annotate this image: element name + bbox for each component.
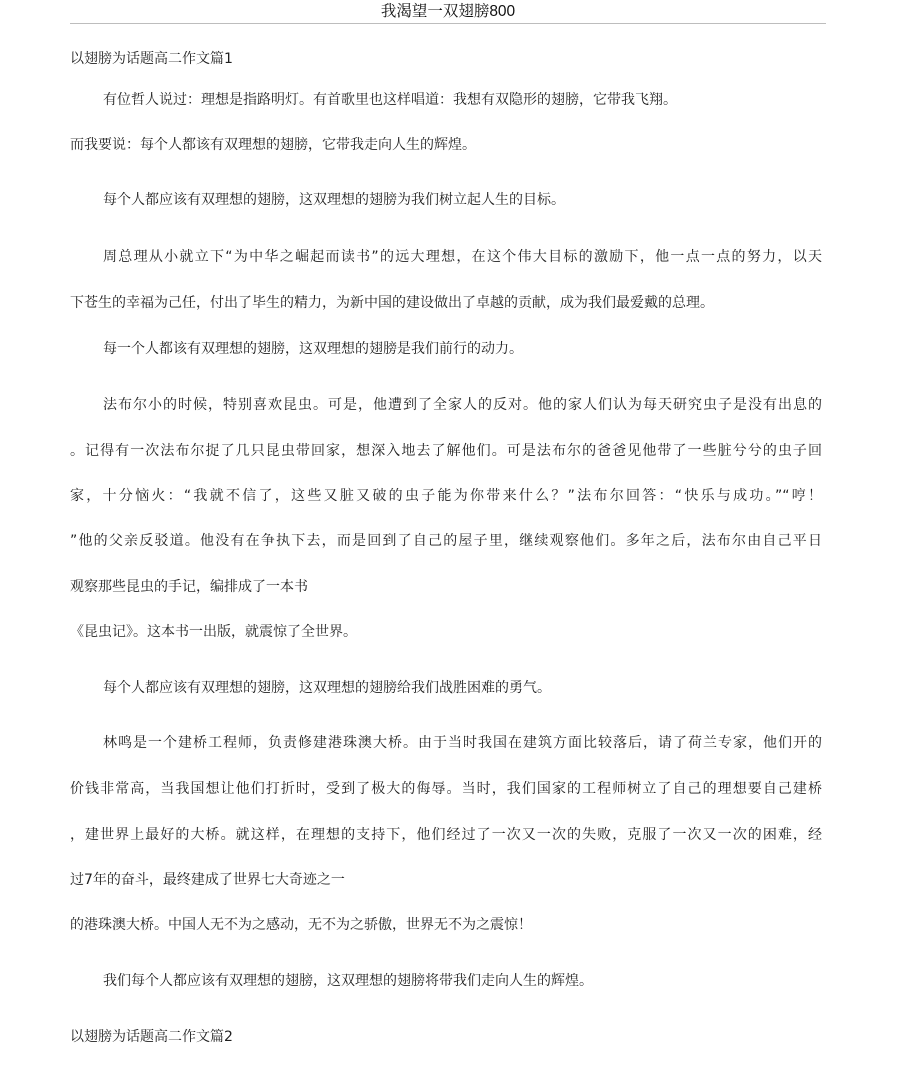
paragraph-line: 。记得有一次法布尔捉了几只昆虫带回家，想深入地去了解他们。可是法布尔的爸爸见他带了一些脏兮兮的虫子回 [70,443,822,459]
paragraph-line: 《昆虫记》。这本书一出版，就震惊了全世界。 [70,624,357,640]
paragraph-line: 过7年的奋斗，最终建成了世界七大奇迹之一 [70,872,345,888]
paragraph-line: 每一个人都该有双理想的翅膀，这双理想的翅膀是我们前行的动力。 [103,341,523,357]
paragraph-line: ”他的父亲反驳道。他没有在争执下去，而是回到了自己的屋子里，继续观察他们。多年之后，法布尔由自己平日 [70,533,822,549]
paragraph-line: 林鸣是一个建桥工程师，负责修建港珠澳大桥。由于当时我国在建筑方面比较落后，请了荷兰专家，他们开的 [103,735,822,751]
paragraph-line: 每个人都应该有双理想的翅膀，这双理想的翅膀为我们树立起人生的目标。 [103,192,565,208]
page-header-title: 我渴望一双翅膀800 [70,0,826,24]
paragraph-line: 我们每个人都应该有双理想的翅膀，这双理想的翅膀将带我们走向人生的辉煌。 [103,973,593,989]
paragraph-line: 下苍生的幸福为己任，付出了毕生的精力，为新中国的建设做出了卓越的贡献，成为我们最爱戴的总理。 [70,295,714,311]
paragraph-line: 的港珠澳大桥。中国人无不为之感动，无不为之骄傲，世界无不为之震惊！ [70,917,532,933]
paragraph-line: 家，十分恼火：“我就不信了，这些又脏又破的虫子能为你带来什么？”法布尔回答：“快乐与成功。”“哼！ [70,488,822,504]
paragraph-line: 有位哲人说过：理想是指路明灯。有首歌里也这样唱道：我想有双隐形的翅膀，它带我飞翔。 [103,92,677,108]
paragraph-line: 每个人都应该有双理想的翅膀，这双理想的翅膀给我们战胜困难的勇气。 [103,680,551,696]
paragraph-line: 而我要说：每个人都该有双理想的翅膀，它带我走向人生的辉煌。 [70,137,476,153]
section-heading-1: 以翅膀为话题高二作文篇1 [70,51,233,67]
paragraph-line: 观察那些昆虫的手记，编排成了一本书 [70,579,308,595]
section-heading-2: 以翅膀为话题高二作文篇2 [70,1029,233,1045]
paragraph-line: ，建世界上最好的大桥。就这样，在理想的支持下，他们经过了一次又一次的失败，克服了一次又一次的困难，经 [70,827,822,843]
paragraph-line: 法布尔小的时候，特别喜欢昆虫。可是，他遭到了全家人的反对。他的家人们认为每天研究虫子是没有出息的 [103,397,822,413]
paragraph-line: 价钱非常高，当我国想让他们打折时，受到了极大的侮辱。当时，我们国家的工程师树立了自己的理想要自己建桥 [70,781,822,797]
paragraph-line: 周总理从小就立下“为中华之崛起而读书”的远大理想，在这个伟大目标的激励下，他一点一点的努力，以天 [103,249,822,265]
